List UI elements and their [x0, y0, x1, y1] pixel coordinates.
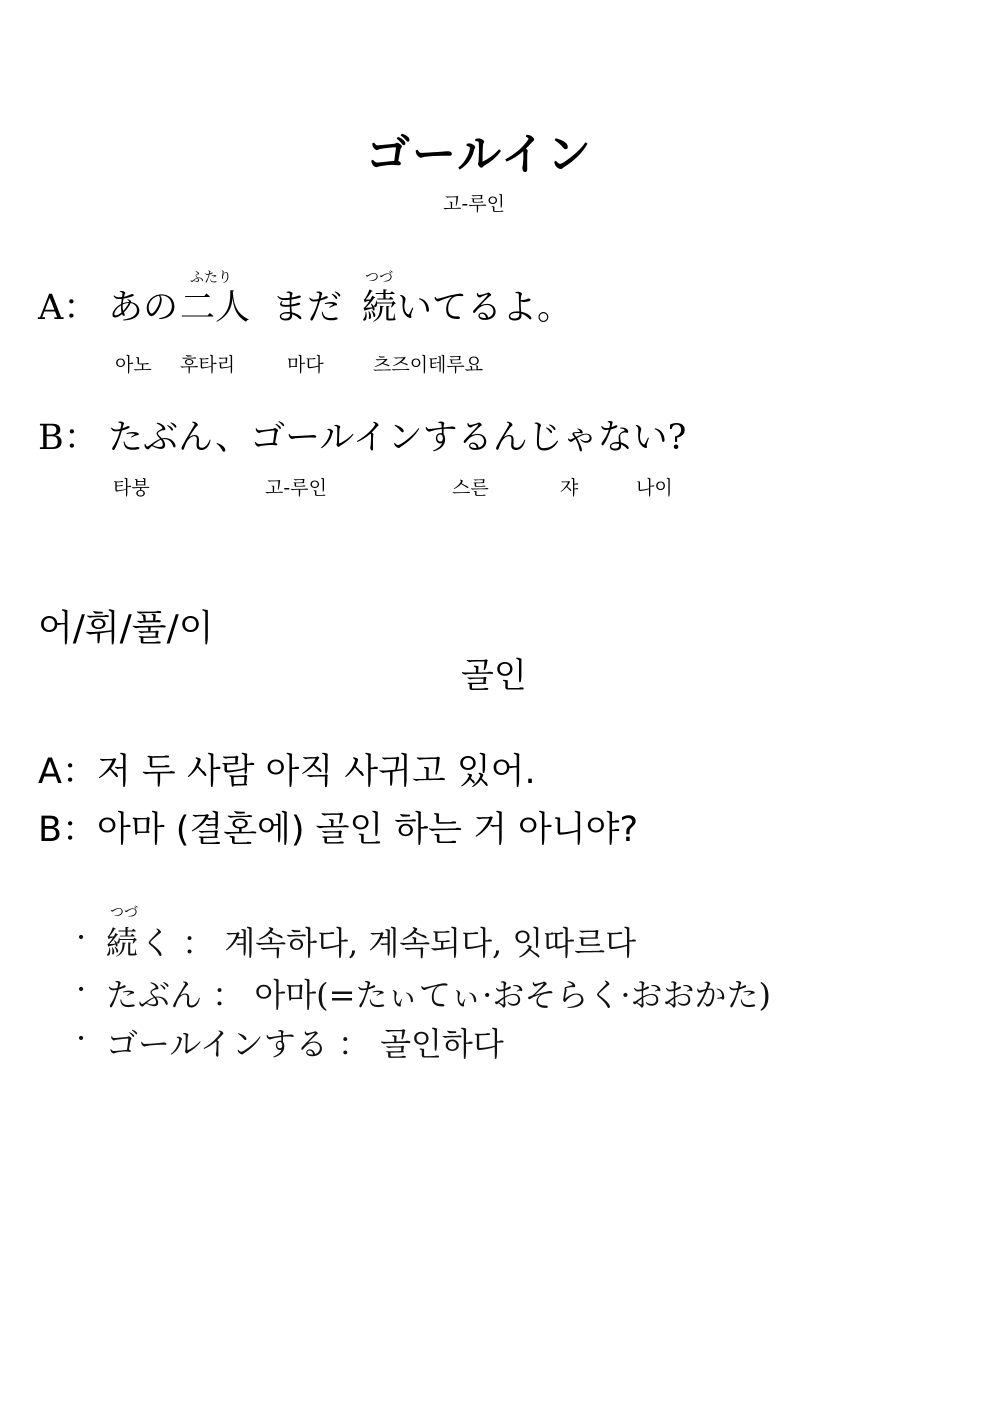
dialogue-b-text: たぶん、ゴールインするんじゃない? [108, 418, 687, 458]
dialogue-a-segment: まだ [272, 288, 343, 328]
pronunciation-mada: 마다 [287, 354, 324, 376]
ruby-futari: ふたり [190, 270, 232, 286]
dialogue-a-segment: いてるよ。 [397, 288, 573, 328]
vocab-heading: 어/휘/풀/이 [38, 608, 214, 649]
note-kanji: 続 [106, 924, 139, 962]
note-ruby-tsuzu: つづ [110, 905, 138, 921]
note-bullet: · [76, 918, 87, 956]
pronunciation-ja: 쟈 [560, 477, 579, 499]
page-title: ゴールイン [366, 129, 593, 180]
translation-a: A：저 두 사람 아직 사귀고 있어. [38, 752, 536, 792]
pronunciation-tsuzuiteru: 츠즈이테루요 [373, 354, 484, 376]
note-text: く ： 계속하다, 계속되다, 잇따르다 [140, 924, 636, 962]
dialogue-a-segment: あの [108, 288, 179, 328]
note-text: たぶん ： 아마(=たぃてぃ·おそらく·おおかた) [106, 976, 772, 1014]
note-bullet: · [76, 970, 87, 1008]
dialogue-a-segment: 続 [362, 288, 398, 328]
title-pronunciation: 고-루인 [443, 193, 505, 215]
pronunciation-tabun: 타붕 [113, 477, 150, 499]
speaker-b-label: B： [38, 418, 99, 458]
note-bullet: · [76, 1019, 87, 1057]
ruby-tsuzu: つづ [365, 270, 393, 286]
pronunciation-suru: 스른 [452, 477, 489, 499]
note-text: ゴールインする ： 골인하다 [106, 1025, 504, 1063]
pronunciation-goruin: 고-루인 [265, 477, 327, 499]
vocab-meaning: 골인 [461, 656, 527, 696]
translation-b: B：아마 (결혼에) 골인 하는 거 아니야? [38, 810, 639, 850]
pronunciation-futari: 후타리 [180, 354, 236, 376]
dialogue-a-segment: 二人 [180, 288, 251, 328]
pronunciation-ano: 아노 [115, 354, 152, 376]
pronunciation-nai: 나이 [636, 477, 673, 499]
speaker-a-label: A： [38, 288, 99, 328]
